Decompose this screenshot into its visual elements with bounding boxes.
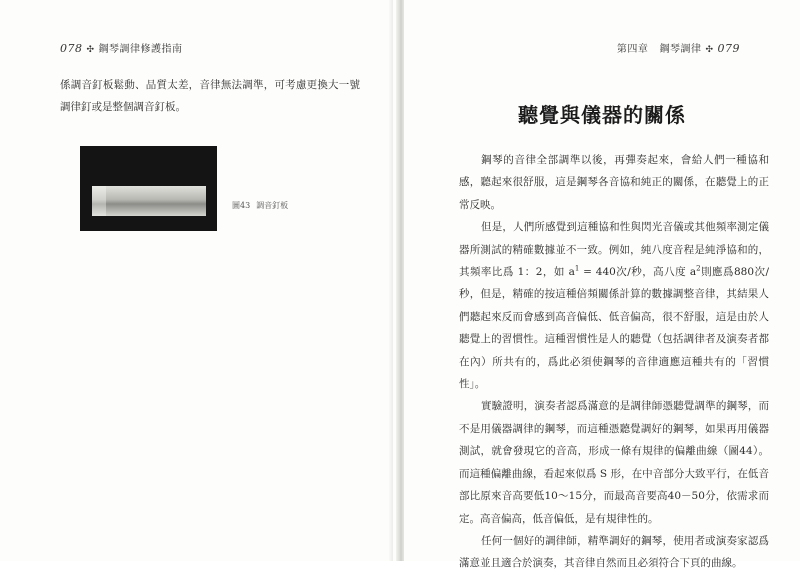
right-page: [404, 0, 800, 570]
superscript-1: 1: [574, 264, 580, 273]
left-running-head: [60, 40, 183, 55]
figure-photo: [80, 146, 217, 231]
book-title: 鋼琴調律修護指南: [98, 44, 183, 55]
paragraph-2-part-a: 但是，人們所感覺到這種協和性與閃光音儀或其他頻率測定儀器所測試的精確數據並不一致。例如，純八度音程是純淨協和的，其頻率比爲 1：2，如 a: [459, 221, 769, 279]
left-paragraph: 係調音釘板鬆動、品質太差，音律無法調準，可考慮更換大一號調律釘或是整個調音釘板。: [60, 79, 360, 114]
figure-caption-text: 調音釘板: [256, 201, 289, 210]
right-page-number: 079: [717, 42, 740, 55]
right-running-head: [617, 40, 740, 55]
figure-caption: [232, 200, 288, 211]
chapter-label: 第四章: [616, 44, 649, 55]
tuning-pin-board-image: [92, 186, 206, 216]
chapter-title: 鋼琴調律: [659, 44, 702, 55]
ornament-icon: ✣: [86, 45, 95, 55]
paragraph-1: 鋼琴的音律全部調準以後，再彈奏起來，會給人們一種協和感，聽起來很舒服，這是鋼琴各音協和純正的關係，在聽覺上的正常反映。: [459, 154, 769, 211]
figure-number: 圖43: [232, 201, 251, 210]
page-edge: [389, 0, 393, 561]
paragraph-4: 任何一個好的調律師，精準調好的鋼琴，使用者或演奏家認爲滿意並且適合於演奏，其音律自然而且必須符合下頁的曲線。: [459, 534, 769, 570]
left-page: [0, 0, 398, 561]
board-highlight: [92, 186, 106, 216]
right-body-text: [459, 149, 769, 575]
left-body-text: [60, 74, 360, 119]
left-page-number: 078: [60, 42, 83, 55]
paragraph-2-part-c: 則應爲880次/秒，但是，精確的按這種倍頻關係計算的數據調整音律，其結果人們聽起來反而會感到高音偏低、低音偏高，很不舒服，這是由於人聽覺上的習慣性。這種習慣性是人的聽覺（包括調律者及演奏者都在內）所共有的，爲此必須使鋼琴的音律適應這種共有的「習慣性」。: [459, 266, 769, 391]
superscript-2: 2: [696, 264, 701, 273]
ornament-icon: ✣: [705, 45, 714, 55]
section-title: 聽覺與儀器的關係: [518, 103, 686, 127]
paragraph-2-part-b: = 440次/秒，高八度 a: [579, 266, 697, 279]
paragraph-2: [459, 216, 769, 395]
paragraph-3: 實驗證明，演奏者認爲滿意的是調律師憑聽覺調準的鋼琴，而不是用儀器調律的鋼琴，而這種憑聽覺調好的鋼琴，如果再用儀器測試，就會發現它的音高，形成一條有規律的偏離曲線（圖44）。而這種偏離曲線，看起來似爲 S 形，在中音部分大致平行，在低音部比原來音高要低10～15分，而最高音要高40－50分，依需求而定。高音偏高，低音偏低，是有規律性的。: [459, 400, 769, 525]
